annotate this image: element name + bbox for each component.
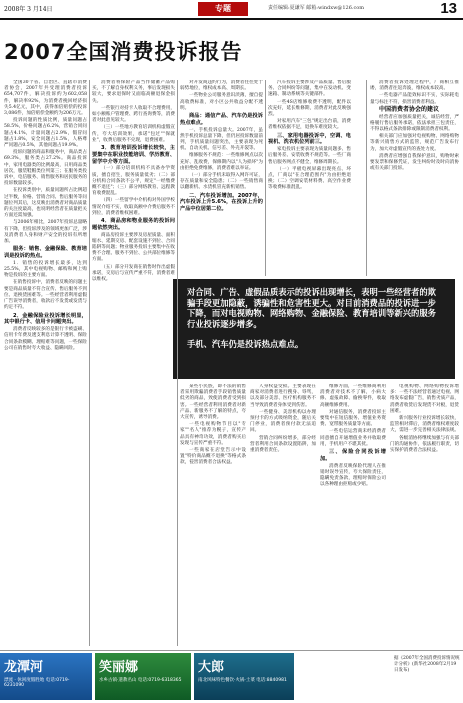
header-rule: [0, 18, 463, 20]
column-divider: [89, 80, 90, 646]
col1-para: 与2006年相比，2007年投诉总量略有下降，但投诉涉及的领域更加广泛，涉及消费者人身和财产安全的投诉有所增加。: [4, 220, 87, 245]
lower-para: 维修方面，一些维修商利用消费者对技术不了解，小病大修、虚报故障、偷换零件，收取高额维修费用。: [320, 384, 386, 408]
source-note: 据《2007年全国消费投诉情况统计分析》(新华社2008年2月19日发布): [394, 656, 460, 673]
lower-para: 各级消协将继续加强与有关部门的沟通协作，依法履行职责，切实保护消费者合法权益。: [390, 435, 459, 454]
col4-item: 家电投诉主要表现为质量问题多、售后服务差、安装收费不规范等。一些厂商售后服务网点不健全，维修周期长。: [268, 147, 351, 165]
col4-para: 一些4S店维修收费不透明，配件以次充好，延长维修期，消费者对此反映强烈。: [268, 99, 351, 118]
pull-quote-text: 对合同、广告、虚假品质表示的投诉出现增长，表明一些经营者的欺骗手段更加隐蔽，诱骗性和危害性更大。对目前消费品的投诉进一步下降，而对电视购物、网络购物、金融保险、教育培训等新兴的服务行业投诉逐步增多。: [187, 287, 436, 329]
ad-subtitle: 南北风味特色餐饮·火锅·土菜 电话:8840981: [198, 678, 287, 683]
col1-para: 在投诉类别中，质量问题所占比例超过半数，价格、营销合同、售后服务等问题位列其后，这反映出消费者对商品质量的关注度最高，也说明经营者在质量把关方面还需加强。: [4, 188, 87, 219]
col5-item: 经营者应加强质量把关，诚信经营，严格履行售后服务承诺，依法承担三包责任，不得以格式条款排除或限制消费者权利。: [370, 114, 459, 133]
page-header: [0, 0, 463, 18]
col5-para: 一些电器产品能效标识不实，实际耗电量与标注不符，损害消费者利益。: [370, 93, 459, 105]
column-3: [180, 80, 263, 276]
col3-item: 一、手机投诉总量大。2007年，虽然手机投诉总量下降，但仍居投诉数量前列，手机质量问题突出，主要表现为死机、自动关机、信号差、外壳开裂等。: [180, 127, 263, 152]
col2-item: （四）一些留学中介机构对外国学校情况介绍不实，收取高额中介费后服务不到位，消费者维权困难。: [92, 198, 175, 216]
lower-column-4: [390, 384, 459, 650]
lower-para: 某些小民族，即不法的销售者采用欺骗消费者手段销售质量低劣的商品，致使消费者受到损害。一些经营者利用消费者对新产品、新服务不了解的特点，夸大宣传，诱导消费。: [180, 384, 246, 421]
page-number: 13: [440, 0, 457, 17]
ad-title: 龙潭河: [4, 660, 44, 675]
editor-info: 责任编辑:夏谦军 邮箱:windxw@126.com: [268, 5, 365, 11]
col1-item: 在销售投诉中，消费者反映的问题主要是商品质量不符合宣传、售后服务不到位、退换货困难等。一些经营者利用虚假广告误导消费者，收款后不发货或发货与约定不符。: [4, 280, 87, 311]
col1-item: 1．销售的投诉增长最多，达到25.5%，其中电视购物、邮购和网上购物是投诉的主要方面。: [4, 260, 87, 279]
col5-subheading: 中国消费者协会的建议: [379, 105, 440, 113]
advertisement[interactable]: [0, 653, 92, 700]
lower-para: 营销合同纠纷增多，部分经营者利用合同条款设置陷阱，加重消费者责任。: [250, 435, 316, 454]
col3-para: 对开发商违约行为，消费者往往处于弱势地位，维权成本高、周期长。: [180, 80, 263, 92]
ad-subtitle: 水乡古镇·遗教名山 电话:0719-6318365: [99, 678, 182, 683]
advertisement[interactable]: [95, 653, 191, 700]
col2-para: 消费者将保险产品当作储蓄产品购买，不了解自身权利义务，事后发现损失较大，要求退保时又面临高额退保金损失。: [92, 80, 175, 104]
headline: 2007全国消费投诉报告: [4, 40, 243, 64]
col3-subheading: 二、汽车投诉增加。2007年，汽车投诉上升5.6%，在投诉上升的产品中位居第二位。: [180, 192, 263, 213]
col2-subheading: 4．商品房和物业服务的投诉问题依然突出。: [92, 218, 175, 231]
lower-para: 一些电信运营商未经消费者同意擅自开通增值业务并收取费用，手机用户不堪其扰。: [320, 429, 386, 447]
col3-para: 一些物业公司服务意识淡薄，擅自提高收费标准，对小区公共收益分配不透明。: [180, 93, 263, 111]
col1-para: 投诉问题的商品和服务中，商品类占69.3%，服务类占27.2%。商品投诉中，家用电器类的比例最高，日用商品类居次，服装鞋帽类位列第三；在服务类投诉中，电信服务、销售服务和居民服务的投诉数量较多。: [4, 150, 87, 187]
pull-quote: [173, 279, 455, 379]
ad-title: 大郎: [198, 660, 225, 675]
col2-item: 商品房投诉主要涉及房屋质量、面积缩水、延期交房、配套设施不到位、合同陷阱等问题；物业服务投诉主要集中在收费不合理、服务不到位、公共部位维修等方面。: [92, 232, 175, 263]
col2-subheading: 3．教育培训投诉增长较快，主要集中在职业技能培训、学历教育、留学中介等方面。: [92, 145, 175, 165]
lower-para: 消费者反映保险代理人在推销时误导宣传，夸大保险责任，隐瞒免责条款，理赔时保险公司以各种理由拒赔或少赔。: [320, 463, 386, 488]
col3-subheading: 商品：通信产品、汽车仍是投诉热点难点。: [180, 113, 263, 126]
col4-subheading: 三、家用电器投诉中，空调、电视机、洗衣机位列前三。: [268, 132, 351, 146]
column-4: [268, 80, 351, 276]
col5-para: 消费者投诉处理过程中，厂商相互推诿，消费者往返奔波，维权成本较高。: [370, 80, 459, 92]
col2-item: （三）一些地方教育培训机构虚假宣传，夸大培训效果，承诺"包过""保就业"，收费后服务不兑现，退费困难。: [92, 125, 175, 143]
col3-item: （一）部分手机未取得入网许可证，存在质量和安全隐患；（二）一些销售商以翻新机、水货机冒充新机销售。: [180, 173, 263, 191]
lower-para: 一些健身、美容机构以办理预付卡的方式吸纳资金，随后关门停业，消费者预付款无法追回。: [250, 409, 316, 434]
column-divider: [265, 80, 266, 276]
col1-para: 投诉问题的性质比例，质量问题占58.5%，价格问题占6.2%，营销合同问题占4.1%，计量问题占2.9%，假冒问题占1.8%，安全问题占1.5%，人格尊严问题占0.5%，其他问题占19.9%。: [4, 118, 87, 149]
col2-item: （一）部分培训机构不具备办学资质，擅自招生，服务质量低劣；（二）部分机构合同条款不公平，规定"一经缴费概不退还"；（三）部分网络教育、远程教育收费混乱。: [92, 166, 175, 197]
lower-subheading: 三、保险合同投诉增加。: [320, 449, 386, 462]
lower-para: 一些商家在店堂告示中设置"特价商品概不退换"等格式条款，侵害消费者合法权益。: [180, 448, 246, 466]
col1-item: 消费者反映较多的是银行卡被盗刷、信用卡年费及透支利息计算不透明、保险合同条款模糊、理赔难等问题，一些保险公司在销售时夸大收益、隐瞒风险。: [4, 327, 87, 351]
col4-para: 对家用汽车"三包"规定出台前，消费者维权依据不足，退换车难度较大。: [268, 119, 351, 131]
column-1: [4, 80, 87, 640]
col4-item: （一）平板电视屏幕出现亮点、坏点，厂商以"在合理范围内"为由拒绝退换；（二）空调安装材料费、高空作业费等收费标准混乱。: [268, 166, 351, 191]
lower-para: 新兴服务行业投诉增长较快，监管相对滞后，消费者维权难度较大，需进一步完善相关法律法规。: [390, 416, 459, 434]
col2-para: 一些银行对持卡人收取不合理费用，如小额账户管理费、跨行查询费等，消费者对此意见较大。: [92, 105, 175, 124]
column-divider: [177, 80, 178, 646]
lower-column-1: [180, 384, 246, 650]
ad-title: 笑丽娜: [99, 660, 139, 675]
column-divider: [366, 80, 367, 276]
column-2: [92, 80, 175, 640]
col3-item: 维修服务不规范：一些维修网点以次充好、乱收费，保修期内以"人为损坏"为由拒绝免费维修，消费者难以举证。: [180, 153, 263, 171]
column-5: [370, 80, 459, 276]
advertisement[interactable]: [194, 653, 294, 700]
lower-para: 人身权益受损。主要表现在商家对消费者进行搜身、辱骂，以及部分美容、医疗机构服务不当导致消费者身体受到伤害。: [250, 384, 316, 408]
section-tab: 专题: [198, 2, 248, 16]
col5-item: 消费者应增强自我保护意识，购物时索要发票和保修凭证，发生纠纷时及时向消协或有关部门投诉。: [370, 153, 459, 172]
issue-date: 2008年 3 月14日: [4, 6, 53, 13]
col1-subheading: 服务：销售、金融保险、教育培训是投诉的热点。: [4, 246, 87, 260]
col5-item: 相关部门应加强对电视购物、网络购物等新兴销售方式的监管，规范广告发布行为，加大对虚假宣传的查处力度。: [370, 134, 459, 152]
lower-para: 一些电视购物节目以"专家""名人"推荐为幌子，宣传产品具有神奇功效，消费者购买后发现与宣传严重不符。: [180, 422, 246, 446]
ad-divider: [0, 650, 463, 651]
col1-para: 全国30个省、自治区、直辖市消费者协会，2007年共受理消费者投诉654,707件，解决投诉约为602,058件，解决率92%，为消费者挽回经济损失5.4亿元，其中，获得加倍赔偿的投诉3,086件，加倍赔偿金额约为206万元。: [4, 80, 87, 117]
col1-subheading: 2．金融保险业投诉增长明显，其中银行卡、信用卡问题突出。: [4, 312, 87, 326]
lower-para: 对通信服务，消费者投诉主要集中在短信服务、增值业务资费、宽带服务质量等方面。: [320, 409, 386, 428]
lower-para: 电视购物、网络购物投诉增多：一些不法经营者通过电视、网络发布虚假广告，销售劣质产品，消费者收货后发现货不对板，退货困难。: [390, 384, 459, 414]
lower-column-3: [320, 384, 386, 650]
col4-para: 汽车投诉主要涉及产品质量、售后服务、合同纠纷等问题，集中在发动机、变速箱、制动系统等关键部件。: [268, 80, 351, 98]
col2-item: （五）部分开发商在销售时作出虚假承诺，交房后与宣传严重不符，消费者难以维权。: [92, 264, 175, 283]
lower-column-2: [250, 384, 316, 650]
pull-quote-tagline: 手机、汽车仍是投诉热点难点。: [187, 339, 304, 350]
ad-subtitle: 漂流 · 休闲度假胜地 电话:0719-6231090: [4, 678, 70, 688]
